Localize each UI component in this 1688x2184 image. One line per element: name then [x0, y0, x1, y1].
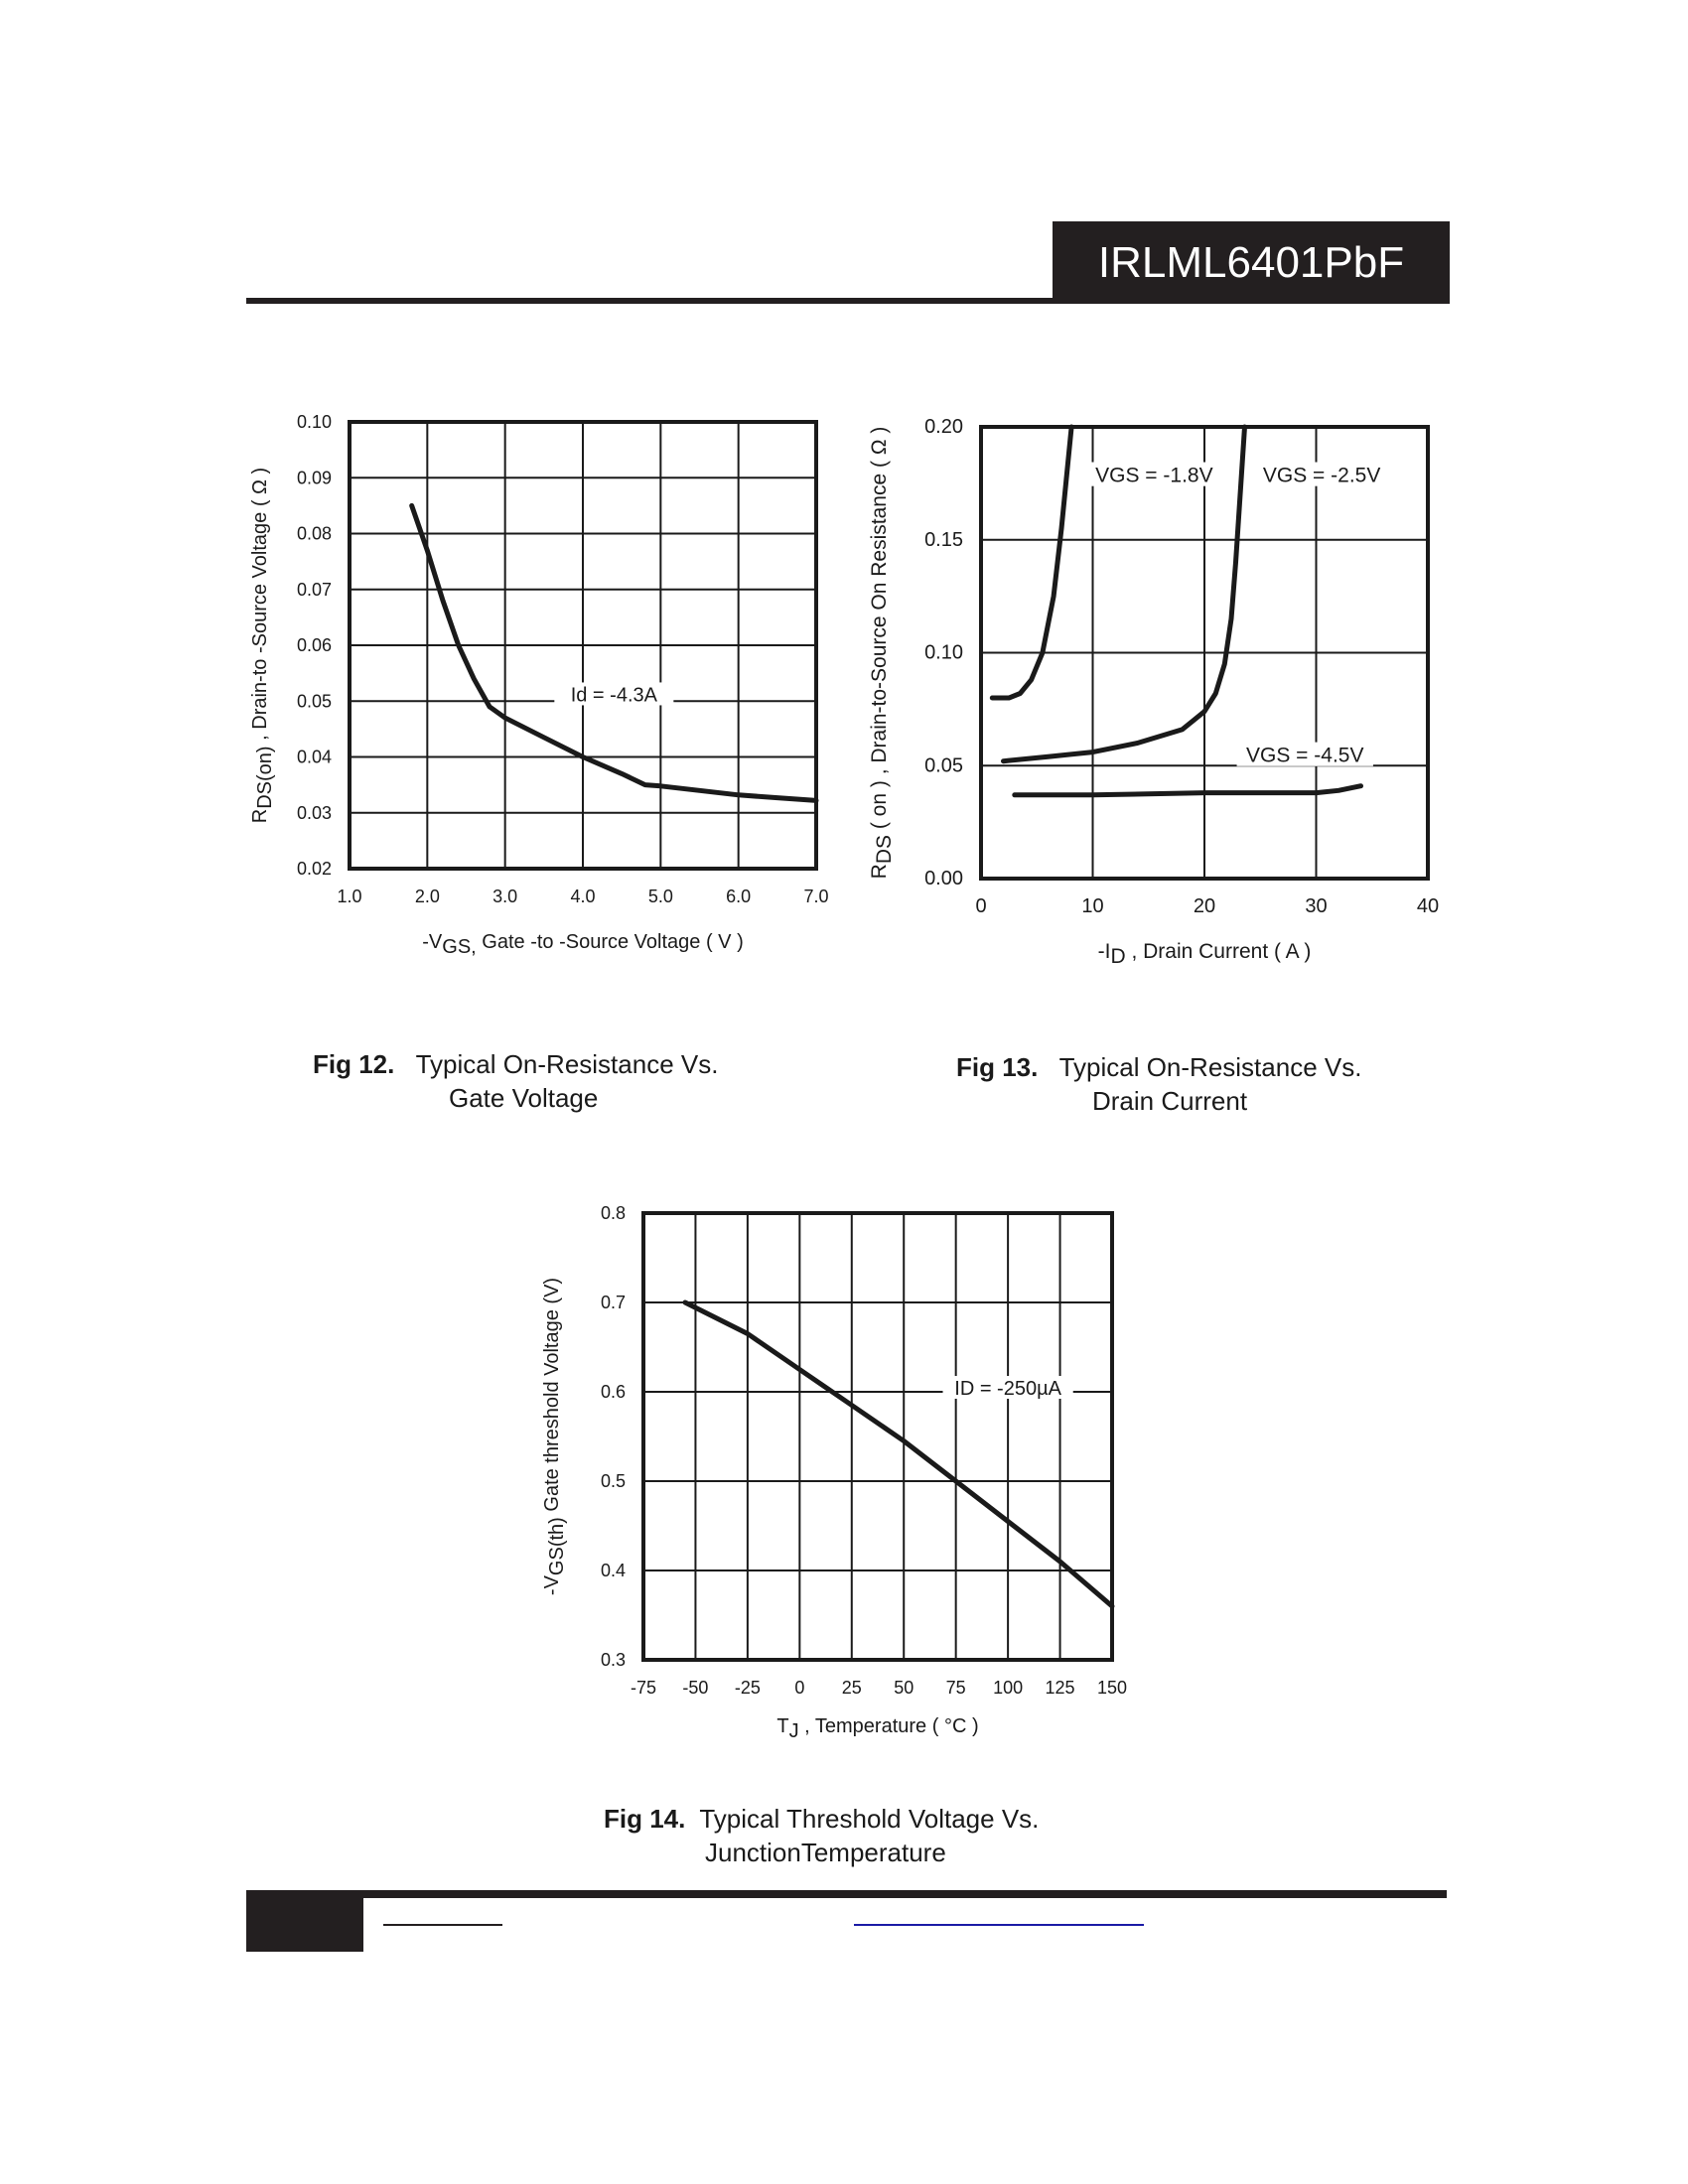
caption-fig12-line2: Gate Voltage: [449, 1083, 599, 1113]
caption-fig12-number: Fig 12.: [313, 1049, 395, 1079]
fig12-ytick-label: 0.04: [296, 747, 332, 767]
fig12-grid: [350, 422, 816, 869]
fig14-xtick-label: 25: [841, 1678, 862, 1698]
chart-fig12: [238, 397, 834, 983]
caption-fig12-second: [449, 1081, 598, 1115]
fig12-ytick-label: 0.02: [296, 859, 332, 879]
fig14-x-axis-label: TJ , Temperature ( °C ): [776, 1715, 979, 1742]
fig14-xtick-label: -25: [734, 1678, 761, 1698]
fig12-ytick-label: 0.07: [296, 579, 332, 600]
footer-line: [383, 1924, 502, 1926]
fig14-xtick-label: 75: [945, 1678, 966, 1698]
fig12-ytick-label: 0.03: [296, 802, 332, 823]
fig13-ytick-label: 0.10: [924, 641, 963, 664]
caption-fig12-line1: Typical On-Resistance Vs.: [415, 1049, 719, 1079]
part-number-banner: IRLML6401PbF: [1053, 221, 1450, 304]
fig13-series-line-3: [1015, 786, 1361, 795]
fig14-annotation-label: ID = -250µA: [954, 1378, 1061, 1400]
fig13-series-line-1: [992, 427, 1071, 698]
fig12-xtick-label: 3.0: [492, 887, 518, 906]
fig13-xtick-label: 30: [1305, 895, 1328, 917]
fig13-xtick-label: 10: [1081, 895, 1104, 917]
caption-fig13-line2: Drain Current: [1092, 1086, 1248, 1116]
fig14-xtick-label: 125: [1045, 1678, 1075, 1698]
fig13-ytick-label: 0.00: [924, 868, 963, 889]
chart-fig13: [854, 397, 1470, 993]
fig14-xtick-label: 0: [794, 1678, 805, 1698]
fig13-annotation-label: VGS = -4.5V: [1246, 744, 1364, 767]
footer-rule: [246, 1890, 1447, 1898]
fig12-xtick-label: 7.0: [803, 887, 829, 906]
fig12-xtick-label: 1.0: [337, 887, 362, 906]
caption-fig14-number: Fig 14.: [604, 1804, 686, 1834]
fig12-xtick-label: 5.0: [647, 887, 673, 906]
fig12-ytick-label: 0.08: [296, 523, 332, 544]
fig14-xtick-label: 150: [1096, 1678, 1128, 1698]
caption-fig13-second: [1092, 1084, 1247, 1118]
footer-page-block: [246, 1890, 363, 1952]
fig12-y-axis-label: RDS(on) , Drain-to -Source Voltage ( Ω ): [249, 467, 276, 824]
fig13-ytick-label: 0.05: [924, 754, 963, 777]
fig14-series-line-1: [685, 1302, 1112, 1606]
fig13-x-axis-label: -ID , Drain Current ( A ): [1097, 940, 1312, 968]
caption-fig13: [956, 1050, 1361, 1084]
header-rule: [246, 298, 1450, 304]
fig12-x-axis-label: -VGS, Gate -to -Source Voltage ( V ): [422, 931, 744, 958]
fig13-xtick-label: 20: [1193, 895, 1216, 917]
fig14-xtick-label: 50: [894, 1678, 914, 1698]
fig13-xtick-label: 0: [975, 895, 987, 917]
fig12-ytick-label: 0.05: [296, 691, 332, 712]
caption-fig13-line1: Typical On-Resistance Vs.: [1058, 1052, 1362, 1082]
chart-fig14: [526, 1191, 1162, 1777]
fig14-y-axis-label: -VGS(th) Gate threshold Voltage (V): [541, 1277, 568, 1596]
fig12-xtick-label: 2.0: [414, 887, 440, 906]
fig14-grid: [643, 1213, 1112, 1660]
fig13-xtick-label: 40: [1416, 895, 1440, 917]
fig13-annotation-label: VGS = -2.5V: [1262, 464, 1381, 487]
fig14-ytick-label: 0.4: [600, 1561, 626, 1580]
fig13-annotation-label: VGS = -1.8V: [1095, 464, 1213, 487]
fig14-plot-frame: [643, 1213, 1112, 1660]
caption-fig13-number: Fig 13.: [956, 1052, 1039, 1082]
fig12-annotation-label: Id = -4.3A: [570, 684, 657, 707]
fig12-ytick-label: 0.10: [296, 412, 332, 432]
footer-link-line: [854, 1924, 1144, 1926]
fig14-xtick-label: 100: [993, 1678, 1024, 1698]
caption-fig14-line1: Typical Threshold Voltage Vs.: [699, 1804, 1040, 1834]
fig14-xtick-label: -75: [630, 1678, 657, 1698]
fig14-ytick-label: 0.6: [600, 1382, 626, 1402]
caption-fig14-line2: JunctionTemperature: [705, 1838, 946, 1867]
fig13-ytick-label: 0.15: [924, 528, 963, 551]
fig12-ytick-label: 0.06: [296, 635, 332, 655]
caption-fig14-second: [705, 1836, 946, 1869]
fig13-grid: [981, 427, 1428, 879]
fig14-ytick-label: 0.7: [600, 1293, 626, 1312]
fig14-ytick-label: 0.5: [600, 1471, 626, 1491]
fig12-xtick-label: 6.0: [726, 887, 752, 906]
caption-fig14: [604, 1802, 1039, 1836]
fig14-ytick-label: 0.3: [600, 1650, 626, 1670]
caption-fig12: [313, 1047, 718, 1081]
fig12-xtick-label: 4.0: [570, 887, 596, 906]
fig13-y-axis-label: RDS ( on ) , Drain-to-Source On Resistance ( Ω ): [868, 426, 896, 880]
fig12-ytick-label: 0.09: [296, 468, 332, 488]
fig14-xtick-label: -50: [682, 1678, 709, 1698]
fig13-ytick-label: 0.20: [924, 416, 963, 438]
fig14-ytick-label: 0.8: [600, 1203, 626, 1223]
